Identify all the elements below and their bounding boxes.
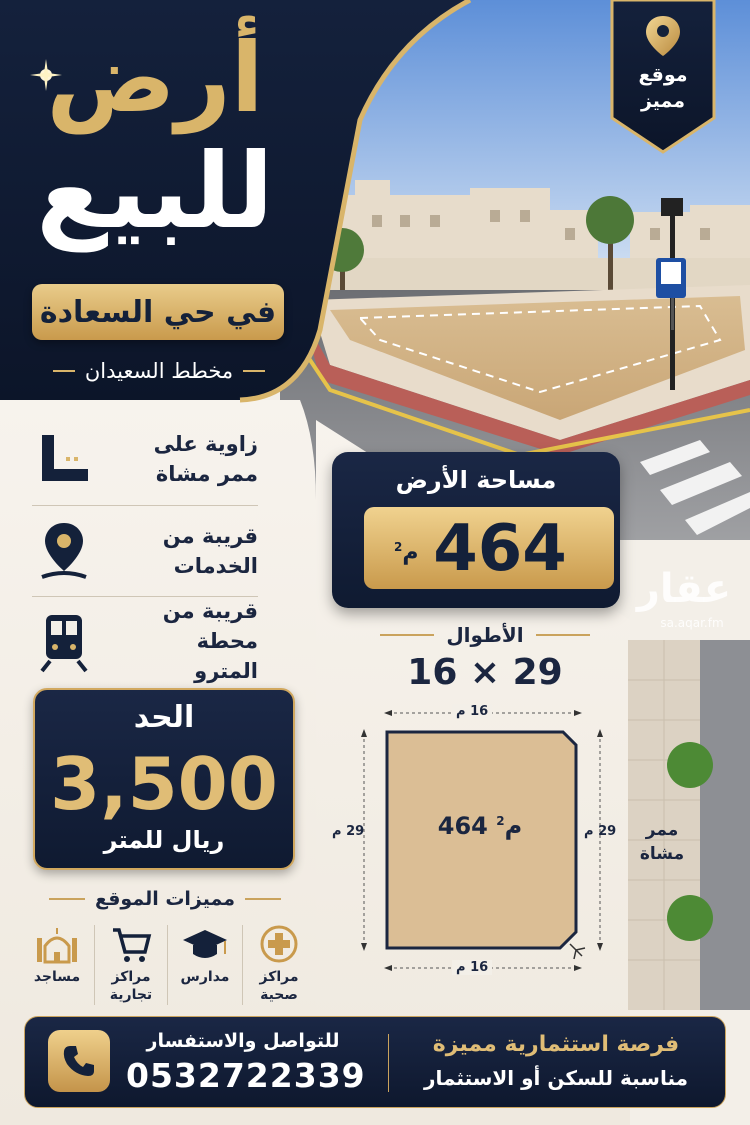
location-badge-line2: مميز	[640, 90, 686, 112]
plot-top-side: 16 م	[452, 704, 492, 719]
divider	[242, 925, 243, 1005]
site-feature-commercial	[100, 922, 162, 1004]
contact-label: للتواصل والاستفسار	[146, 1030, 340, 1052]
plan-name-text: مخطط السعيدان	[84, 359, 234, 383]
feature-line2: محطة المترو	[194, 629, 258, 683]
price-unit: ريال للمتر	[103, 826, 225, 854]
dimensions-title	[340, 620, 630, 650]
feature-text	[128, 596, 258, 686]
divider	[94, 925, 95, 1005]
feature-line2: ممر مشاة	[155, 462, 258, 486]
site-feature-mosques	[26, 922, 88, 986]
divider	[380, 634, 434, 636]
feature-line1: زاوية على	[153, 432, 258, 456]
site-feature-label	[26, 968, 88, 986]
offer-title: فرصة استثمارية مميزة	[432, 1032, 680, 1057]
feature-metro	[32, 598, 258, 684]
dimensions-title-text: الأطوال	[446, 623, 524, 647]
site-feature-line2: صحية	[260, 987, 298, 1003]
divider	[167, 925, 168, 1005]
site-feature-schools	[174, 922, 236, 986]
divider	[53, 370, 75, 372]
walkway-line2: مشاة	[639, 844, 685, 864]
contact-phone-number[interactable]: 0532722339	[126, 1056, 366, 1095]
mosque-icon	[26, 922, 88, 966]
feature-line2: الخدمات	[173, 554, 258, 578]
site-feature-label	[174, 968, 236, 986]
site-features-title	[40, 884, 290, 914]
corner-icon	[32, 427, 96, 491]
plot-diagram	[361, 710, 603, 971]
divider	[536, 634, 590, 636]
plot-area-unit: م	[504, 812, 523, 840]
walkway-line1: ممر	[645, 820, 679, 840]
graduation-cap-icon	[174, 922, 236, 966]
site-features-title-text: مميزات الموقع	[95, 888, 236, 910]
price-label: الحد	[133, 700, 195, 735]
plot-left-side: 29 م	[332, 824, 365, 839]
feature-text	[128, 521, 258, 581]
site-feature-label	[248, 968, 310, 1004]
site-feature-line1: مراكز	[111, 969, 151, 985]
plot-bottom-side: 16 م	[452, 960, 492, 975]
phone-icon	[61, 1043, 97, 1079]
area-unit	[394, 540, 418, 565]
divider	[49, 898, 85, 900]
divider	[243, 370, 265, 372]
plot-area-superscript: 2	[496, 814, 505, 828]
offer-subtitle: مناسبة للسكن أو الاستثمار	[423, 1066, 689, 1090]
feature-services	[32, 508, 258, 594]
area-value: 464	[433, 512, 567, 586]
plot-area-label	[420, 812, 540, 840]
hero-title-line1: أرض	[46, 22, 264, 134]
medical-cross-icon	[248, 922, 310, 966]
site-feature-line2: تجارية	[109, 987, 153, 1003]
price-value: 3,500	[50, 742, 278, 826]
metro-train-icon	[32, 609, 96, 673]
location-pin-icon	[32, 519, 96, 583]
district-pill: في حي السعادة	[32, 284, 284, 340]
plan-name	[34, 354, 284, 388]
location-badge-line1: موقع	[638, 64, 688, 86]
site-feature-label	[100, 968, 162, 1004]
area-label: مساحة الأرض	[395, 466, 557, 494]
bush	[667, 742, 713, 788]
area-unit-superscript: 2	[394, 540, 403, 554]
watermark-url: sa.aqar.fm	[660, 616, 724, 630]
call-button[interactable]	[48, 1030, 110, 1092]
divider	[388, 1034, 389, 1092]
dimensions-value: 16 × 29	[407, 652, 563, 693]
site-feature-line1: مساجد	[33, 969, 81, 985]
site-feature-line1: مراكز	[259, 969, 299, 985]
divider	[245, 898, 281, 900]
watermark-logo: عقار	[636, 566, 732, 612]
hero-title-line2: للبيع	[36, 130, 274, 252]
feature-text	[128, 429, 258, 489]
feature-line1: قريبة من	[162, 524, 258, 548]
walkway-label	[630, 818, 694, 866]
plot-right-side: 29 م	[584, 824, 617, 839]
area-unit-text: م	[402, 540, 419, 566]
site-feature-line1: مدارس	[180, 969, 230, 985]
feature-line1: قريبة من	[162, 599, 258, 623]
feature-corner	[32, 416, 258, 502]
shopping-cart-icon	[100, 922, 162, 966]
divider	[32, 505, 258, 506]
site-feature-health	[248, 922, 310, 1004]
plot-area-value: 464	[437, 812, 488, 840]
location-badge	[612, 62, 714, 114]
